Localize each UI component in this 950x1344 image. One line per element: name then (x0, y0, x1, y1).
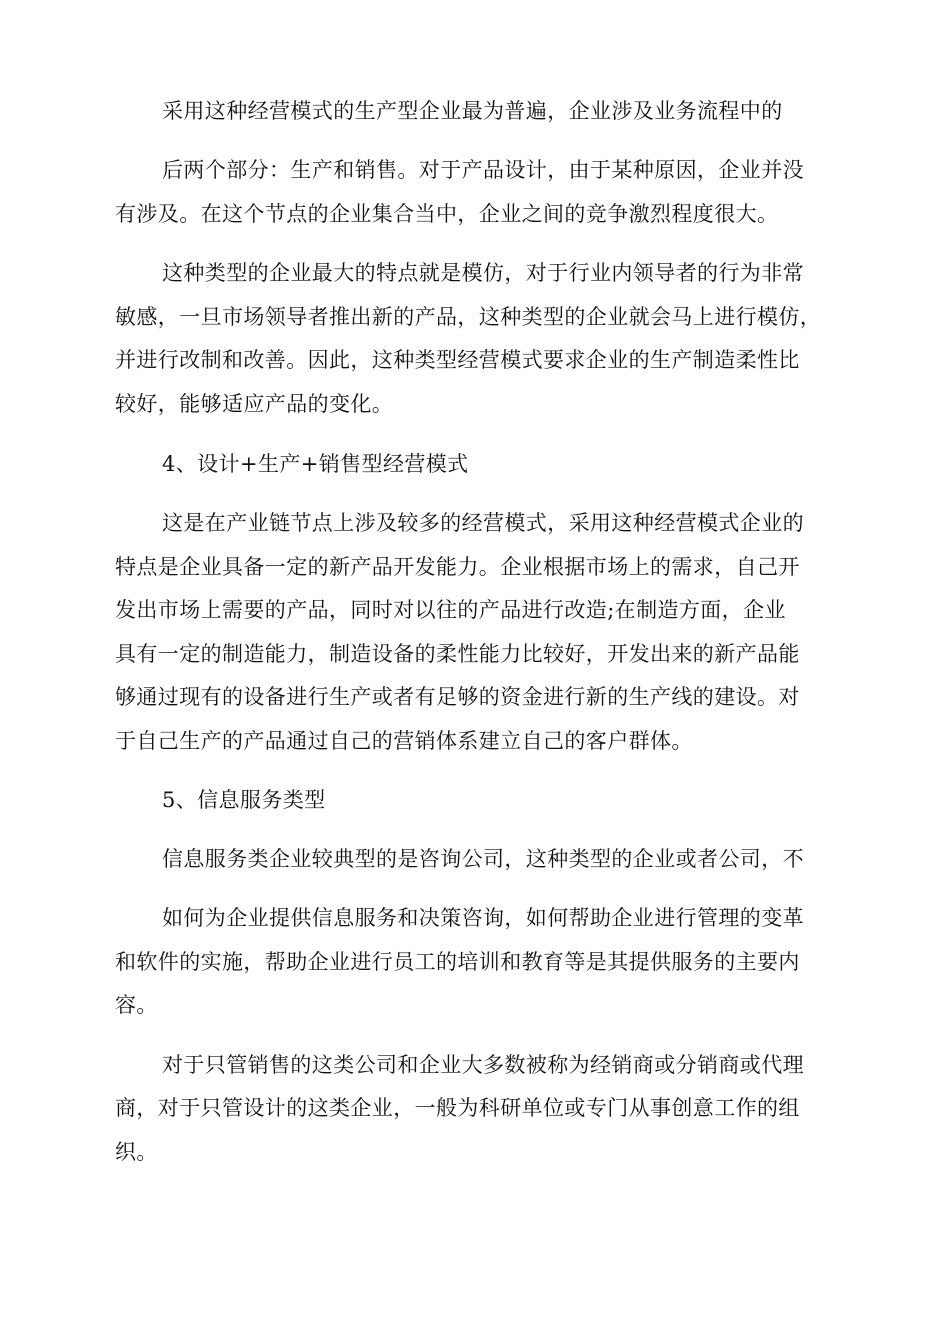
text-line: 商，对于只管设计的这类企业，一般为科研单位或专门从事创意工作的组 (115, 1096, 800, 1120)
text-line: 对于只管销售的这类公司和企业大多数被称为经销商或分销商或代理 (162, 1053, 804, 1077)
text-line: 发出市场上需要的产品，同时对以往的产品进行改造;在制造方面，企业 (115, 598, 786, 622)
text-line: 这是在产业链节点上涉及较多的经营模式，采用这种经营模式企业的 (162, 511, 804, 535)
text-line: 有涉及。在这个节点的企业集合当中，企业之间的竞争激烈程度很大。 (115, 202, 779, 226)
text-line: 后两个部分：生产和销售。对于产品设计，由于某种原因，企业并没 (162, 158, 804, 182)
text-line: 特点是企业具备一定的新产品开发能力。企业根据市场上的需求，自己开 (115, 555, 800, 579)
text-line: 够通过现有的设备进行生产或者有足够的资金进行新的生产线的建设。对 (115, 685, 800, 709)
text-line: 较好，能够适应产品的变化。 (115, 392, 394, 416)
text-line: 如何为企业提供信息服务和决策咨询，如何帮助企业进行管理的变革 (162, 906, 804, 930)
text-line: 于自己生产的产品通过自己的营销体系建立自己的客户群体。 (115, 729, 693, 753)
text-line: 并进行改制和改善。因此，这种类型经营模式要求企业的生产制造柔性比 (115, 348, 800, 372)
text-line: 信息服务类企业较典型的是咨询公司，这种类型的企业或者公司，不 (162, 847, 804, 871)
text-line: 和软件的实施，帮助企业进行员工的培训和教育等是其提供服务的主要内 (115, 950, 800, 974)
section-heading: 5、信息服务类型 (162, 788, 326, 812)
text-line: 具有一定的制造能力，制造设备的柔性能力比较好，开发出来的新产品能 (115, 642, 800, 666)
section-heading: 4、设计+生产+销售型经营模式 (162, 452, 469, 476)
text-line: 这种类型的企业最大的特点就是模仿，对于行业内领导者的行为非常 (162, 261, 804, 285)
text-line: 织。 (115, 1140, 158, 1164)
text-line: 敏感，一旦市场领导者推出新的产品，这种类型的企业就会马上进行模仿， (115, 305, 822, 329)
text-line: 容。 (115, 993, 158, 1017)
text-line: 采用这种经营模式的生产型企业最为普遍，企业涉及业务流程中的 (162, 99, 783, 123)
